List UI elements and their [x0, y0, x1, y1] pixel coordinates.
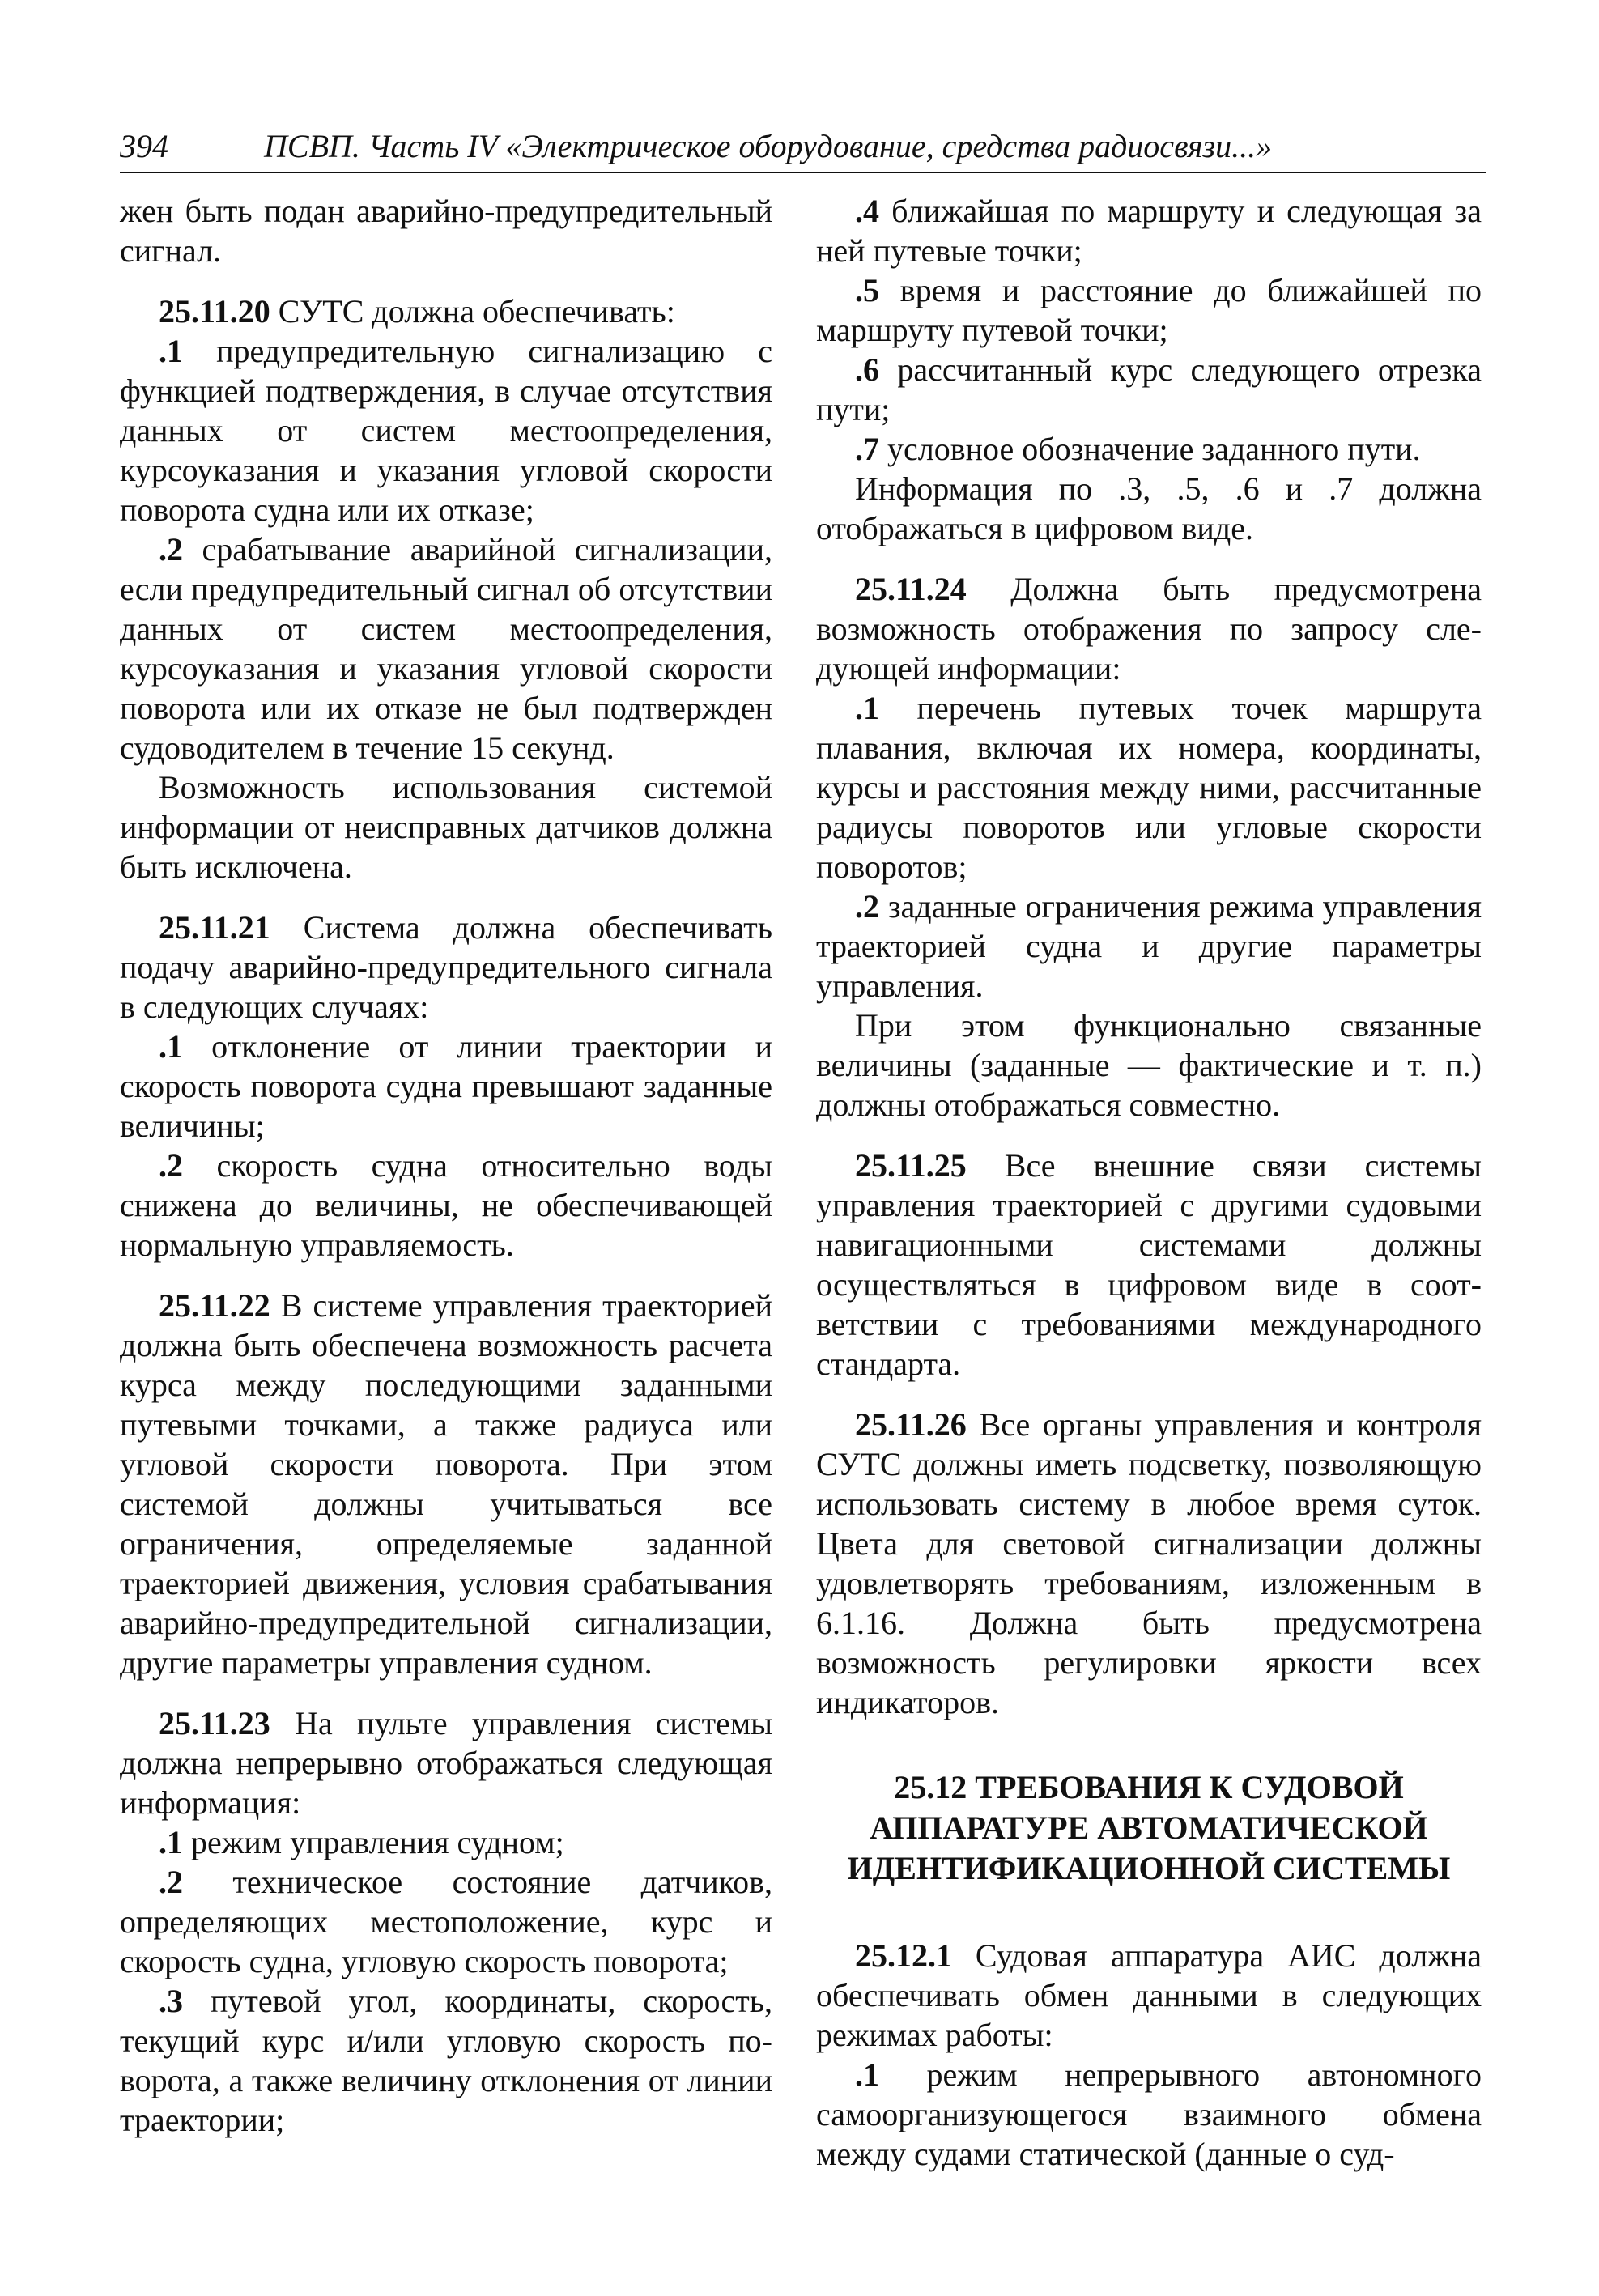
section-heading-25-12: 25.12 ТРЕБОВАНИЯ К СУДОВОЙ АППАРАТУРЕ АВТОМАТИЧЕСКОЙ ИДЕНТИФИКАЦИОННОЙ СИСТЕМЫ — [847, 1769, 1451, 1886]
clause-number: 25.11.25 — [855, 1147, 967, 1184]
item-number: .1 — [159, 1824, 183, 1860]
item-number: .1 — [159, 1028, 183, 1065]
item-text: режим управления судном; — [183, 1824, 564, 1860]
item-text: отклонение от линии траектории и скорость поворота судна превышают заданные величины; — [120, 1028, 772, 1144]
clause-number: 25.11.23 — [159, 1705, 270, 1741]
clause-number: 25.11.21 — [159, 909, 270, 946]
item-text: скорость судна относительно воды снижена до величины, не обеспечивающей нормальную управляемость. — [120, 1147, 772, 1263]
item-number: .2 — [855, 888, 879, 925]
list-item-5 — [816, 270, 1482, 350]
clause-text: В системе управления траекторией должна быть обеспечена возможность расчета курса между последующими заданными путевыми точками, а также радиуса или угловой скорости поворота. При этом системой должны учитываться все ограничения, определяемые заданной траекторией движения, условия срабатывания аварийно-предупредительной сигнализации, другие параметры управления судном. — [120, 1287, 772, 1681]
item-text: время и расстояние до ближайшей по маршруту путевой точки; — [816, 272, 1482, 348]
paragraph-25-11-20 — [120, 291, 772, 331]
list-item-6 — [816, 350, 1482, 429]
item-number: .2 — [159, 1147, 183, 1184]
item-number: .3 — [159, 1983, 183, 2019]
item-number: .7 — [855, 431, 879, 467]
paragraph-25-11-23 — [120, 1703, 772, 1822]
item-text: режим непрерывного автономного самоорганизующегося взаимного обмена между судами статической (данные о суд- — [816, 2056, 1482, 2172]
list-item-2 — [120, 1146, 772, 1265]
clause-text: СУТС должна обеспечивать: — [270, 293, 675, 330]
clause-number: 25.11.20 — [159, 293, 270, 330]
paragraph-25-11-24 — [816, 569, 1482, 688]
list-item-2 — [120, 1862, 772, 1981]
list-item-2 — [816, 887, 1482, 1006]
item-text: предупредительную сигнализацию с функцией подтверждения, в случае отсутствия данных от систем местоопределения, курсоуказания и указания угловой скорости поворота судна или их отказе; — [120, 333, 772, 528]
page-header — [120, 121, 1486, 173]
list-item-1 — [816, 2055, 1482, 2174]
paragraph-25-11-21 — [120, 908, 772, 1027]
paragraph-note: Информация по .3, .5, .6 и .7 должна отображаться в цифровом виде. — [816, 470, 1482, 546]
list-item-2 — [120, 529, 772, 767]
item-text: ближайшая по маршруту и следующая за ней путевые точки; — [816, 193, 1482, 269]
clause-text: Должна быть предусмотрена возможность отображения по запросу следующей информации: — [816, 571, 1482, 687]
clause-text: Все внешние связи системы управления траекторией с другими судовыми навигационными системами должны осуществляться в цифровом виде в соответствии с требованиями международного стандарта. — [816, 1147, 1482, 1382]
item-text: срабатывание аварийной сигнализации, если предупредительный сигнал об отсутствии данных от систем местоопределения, курсоуказания и указания угловой скорости поворота или их отказе не был подтвержден судоводителем в течение 15 секунд. — [120, 531, 772, 766]
item-number: .1 — [855, 690, 879, 726]
item-number: .4 — [855, 193, 879, 229]
clause-number: 25.11.22 — [159, 1287, 270, 1324]
page-number: 394 — [120, 128, 168, 164]
item-number: .5 — [855, 272, 879, 308]
item-number: .6 — [855, 351, 879, 388]
item-text: условное обозначение заданного пути. — [879, 431, 1421, 467]
clause-number: 25.11.26 — [855, 1406, 967, 1443]
item-number: .1 — [159, 333, 183, 369]
item-text: рассчитанный курс следующего отрезка пути; — [816, 351, 1482, 427]
item-number: .2 — [159, 1864, 183, 1900]
left-column — [120, 191, 772, 2140]
item-text: заданные ограничения режима управления траекторией судна и другие параметры управления. — [816, 888, 1482, 1004]
list-item-1 — [120, 1027, 772, 1146]
list-item-1 — [816, 688, 1482, 887]
item-number: .2 — [159, 531, 183, 568]
paragraph-note: При этом функционально связанные величины (заданные — фактические и т. п.) должны отображаться совместно. — [816, 1007, 1482, 1123]
clause-number: 25.11.24 — [855, 571, 967, 607]
paragraph-note: Возможность использования системой информации от неисправных датчиков должна быть исключена. — [120, 769, 772, 885]
clause-text: На пульте управления системы должна непрерывно отображаться следующая информация: — [120, 1705, 772, 1821]
clause-text: Все органы управления и контроля СУТС должны иметь подсветку, позволяющую использовать систему в любое время суток. Цвета для световой сигнализации должны удовлетворять требованиям, изложенным в 6.1.16. Должна быть предусмотрена возможность регулировки яркости всех индикаторов. — [816, 1406, 1482, 1720]
list-item-4 — [816, 191, 1482, 270]
item-text: путевой угол, координаты, скорость, текущий курс и/или угловую скорость поворота, а также величину отклонения от линии траектории; — [120, 1983, 772, 2138]
paragraph-continuation: жен быть подан аварийно-предупредительный сигнал. — [120, 193, 772, 269]
running-title: ПСВП. Часть IV «Электрическое оборудование, средства радиосвязи...» — [264, 128, 1273, 164]
item-text: перечень путевых точек маршрута плавания, включая их номера, координаты, курсы и расстояния между ними, рассчитанные радиусы поворотов или угловые скорости поворотов; — [816, 690, 1482, 885]
clause-number: 25.12.1 — [855, 1937, 952, 1974]
paragraph-25-11-26 — [816, 1405, 1482, 1722]
list-item-1 — [120, 1822, 772, 1862]
clause-text: Система должна обеспечивать подачу аварийно-предупредительного сигнала в следующих случаях: — [120, 909, 772, 1025]
list-item-3 — [120, 1981, 772, 2140]
paragraph-25-12-1 — [816, 1936, 1482, 2055]
item-number: .1 — [855, 2056, 879, 2093]
list-item-1 — [120, 331, 772, 529]
clause-text: Судовая аппаратура АИС должна обеспечивать обмен данными в следующих режимах работы: — [816, 1937, 1482, 2053]
list-item-7 — [816, 429, 1482, 469]
paragraph-25-11-25 — [816, 1146, 1482, 1384]
paragraph-25-11-22 — [120, 1286, 772, 1682]
item-text: техническое состояние датчиков, определяющих местоположение, курс и скорость судна, угловую скорость поворота; — [120, 1864, 772, 1979]
right-column — [816, 191, 1482, 2174]
